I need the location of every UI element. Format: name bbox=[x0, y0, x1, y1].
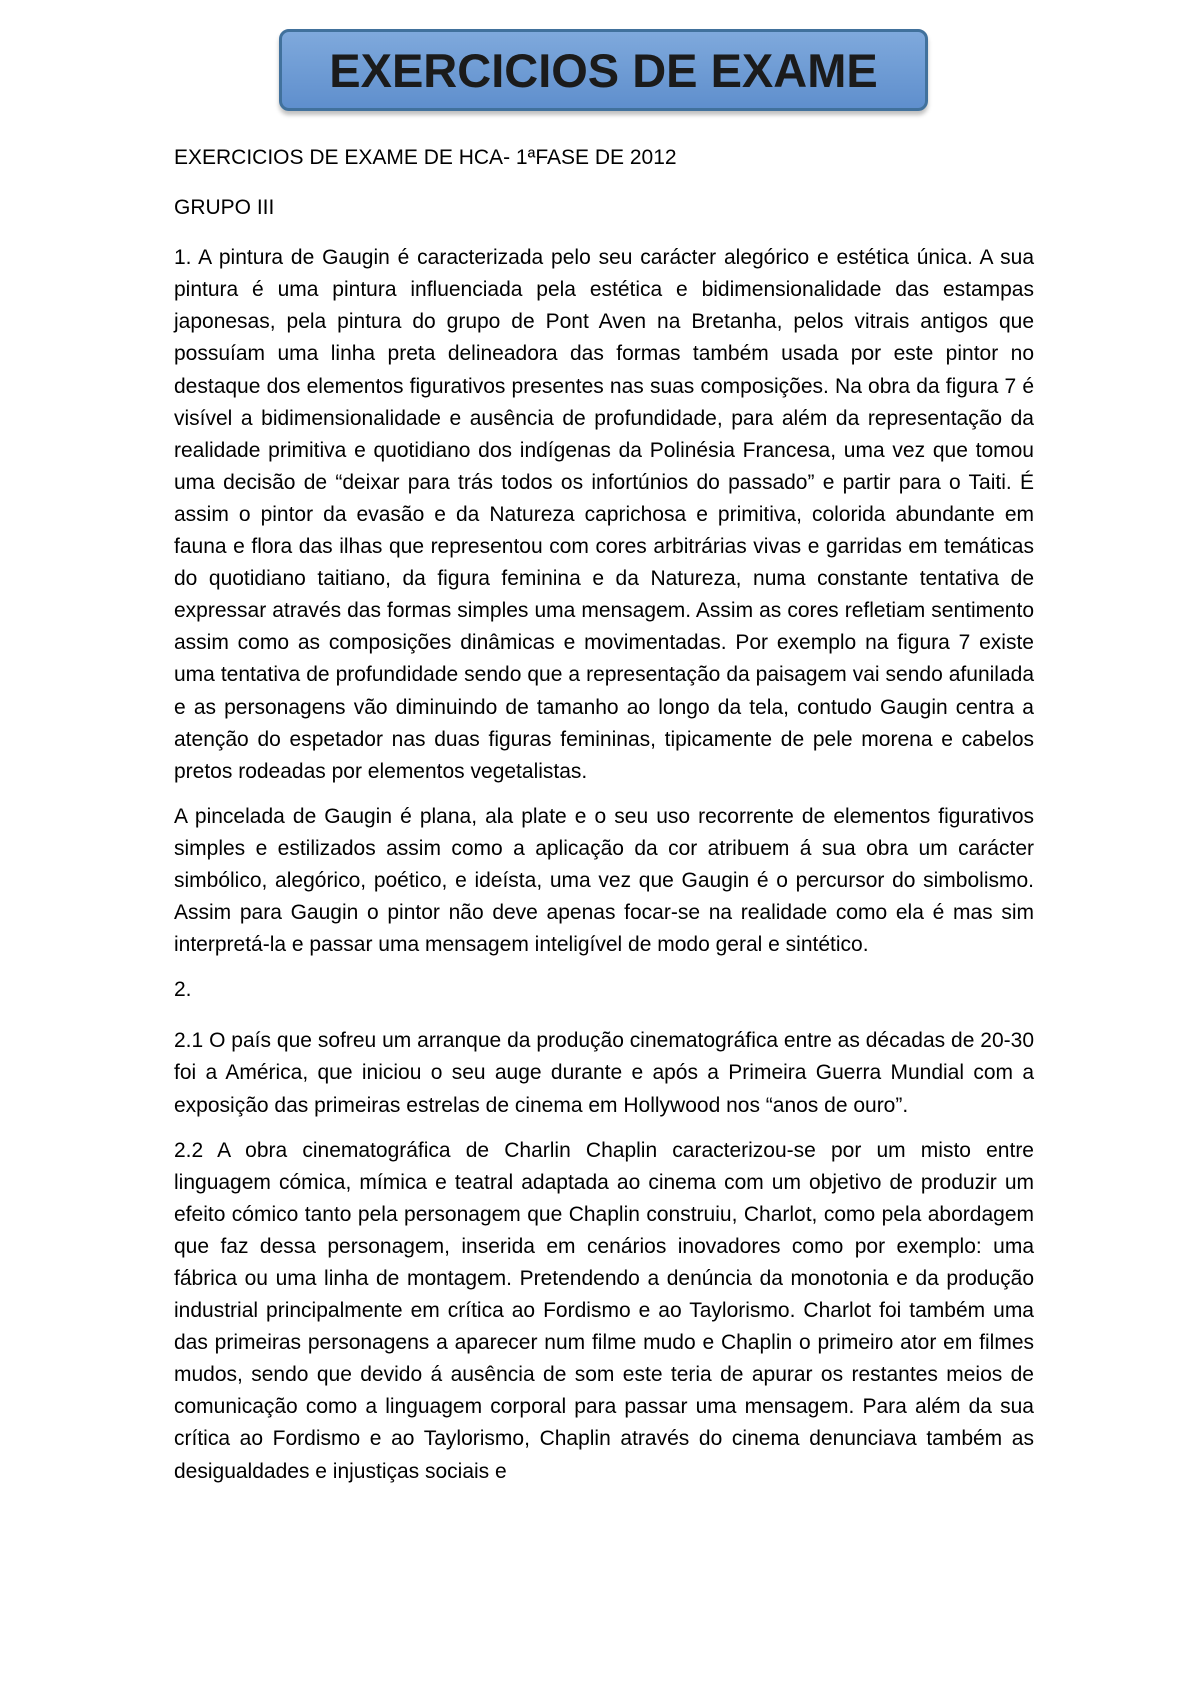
document-body bbox=[174, 142, 1034, 1501]
answer-1-continuation: A pincelada de Gaugin é plana, ala plate e o seu uso recorrente de elementos figurativos simples e estilizados assim como a aplicação da cor atribuem á sua obra um carácter simbólico, alegórico, poético, e ideísta, uma vez que Gaugin é o percursor do simbolismo. Assim para Gaugin o pintor não deve apenas focar-se na realidade como ela é mas sim interpretá-la e passar uma mensagem inteligível de modo geral e sintético. bbox=[174, 804, 1034, 957]
banner-title: EXERCICIOS DE EXAME bbox=[329, 43, 878, 97]
group-label: GRUPO III bbox=[174, 196, 275, 220]
exam-heading: EXERCICIOS DE EXAME DE HCA- 1ªFASE DE 2012 bbox=[174, 146, 677, 169]
answer-2-1-paragraph: 2.1 O país que sofreu um arranque da produção cinematográfica entre as décadas de 20-30 foi a América, que iniciou o seu auge durante e após a Primeira Guerra Mundial com a exposição das primeiras estrelas de cinema em Hollywood nos “anos de ouro”. bbox=[174, 1029, 1034, 1117]
question-2-number: 2. bbox=[174, 978, 192, 1002]
title-banner bbox=[279, 29, 928, 111]
answer-2-2-paragraph: 2.2 A obra cinematográfica de Charlin Chaplin caracterizou-se por um misto entre linguagem cómica, mímica e teatral adaptada ao cinema com um objetivo de produzir um efeito cómico tanto pela personagem que Chaplin construiu, Charlot, como pela abordagem que faz dessa personagem, inserida em cenários inovadores como por exemplo: uma fábrica ou uma linha de montagem. Pretendendo a denúncia da monotonia e da produção industrial principalmente em crítica ao Fordismo e ao Taylorismo. Charlot foi também uma das primeiras personagens a aparecer num filme mudo e Chaplin o primeiro ator em filmes mudos, sendo que devido á ausência de som este teria de apurar os restantes meios de comunicação como a linguagem corporal para passar uma mensagem. Para além da sua crítica ao Fordismo e ao Taylorismo, Chaplin através do cinema denunciava também as desigualdades e injustiças sociais e bbox=[174, 1138, 1034, 1483]
answer-1-paragraph: 1. A pintura de Gaugin é caracterizada pelo seu carácter alegórico e estética única. A sua pintura é uma pintura influenciada pela estética e bidimensionalidade das estampas japonesas, pela pintura do grupo de Pont Aven na Bretanha, pelos vitrais antigos que possuíam uma linha preta delineadora das formas também usada por este pintor no destaque dos elementos figurativos presentes nas suas composições. Na obra da figura 7 é visível a bidimensionalidade e ausência de profundidade, para além da representação da realidade primitiva e quotidiano dos indígenas da Polinésia Francesa, uma vez que tomou uma decisão de “deixar para trás todos os infortúnios do passado” e partir para o Taiti. É assim o pintor da evasão e da Natureza caprichosa e primitiva, colorida abundante em fauna e flora das ilhas que representou com cores arbitrárias vivas e garridas em temáticas do quotidiano taitiano, da figura feminina e da Natureza, numa constante tentativa de expressar através das formas simples uma mensagem. Assim as cores refletiam sentimento assim como as composições dinâmicas e movimentadas. Por exemplo na figura 7 existe uma tentativa de profundidade sendo que a representação da paisagem vai sendo afunilada e as personagens vão diminuindo de tamanho ao longo da tela, contudo Gaugin centra a atenção do espetador nas duas figuras femininas, tipicamente de pele morena e cabelos pretos rodeadas por elementos vegetalistas. bbox=[174, 246, 1034, 783]
